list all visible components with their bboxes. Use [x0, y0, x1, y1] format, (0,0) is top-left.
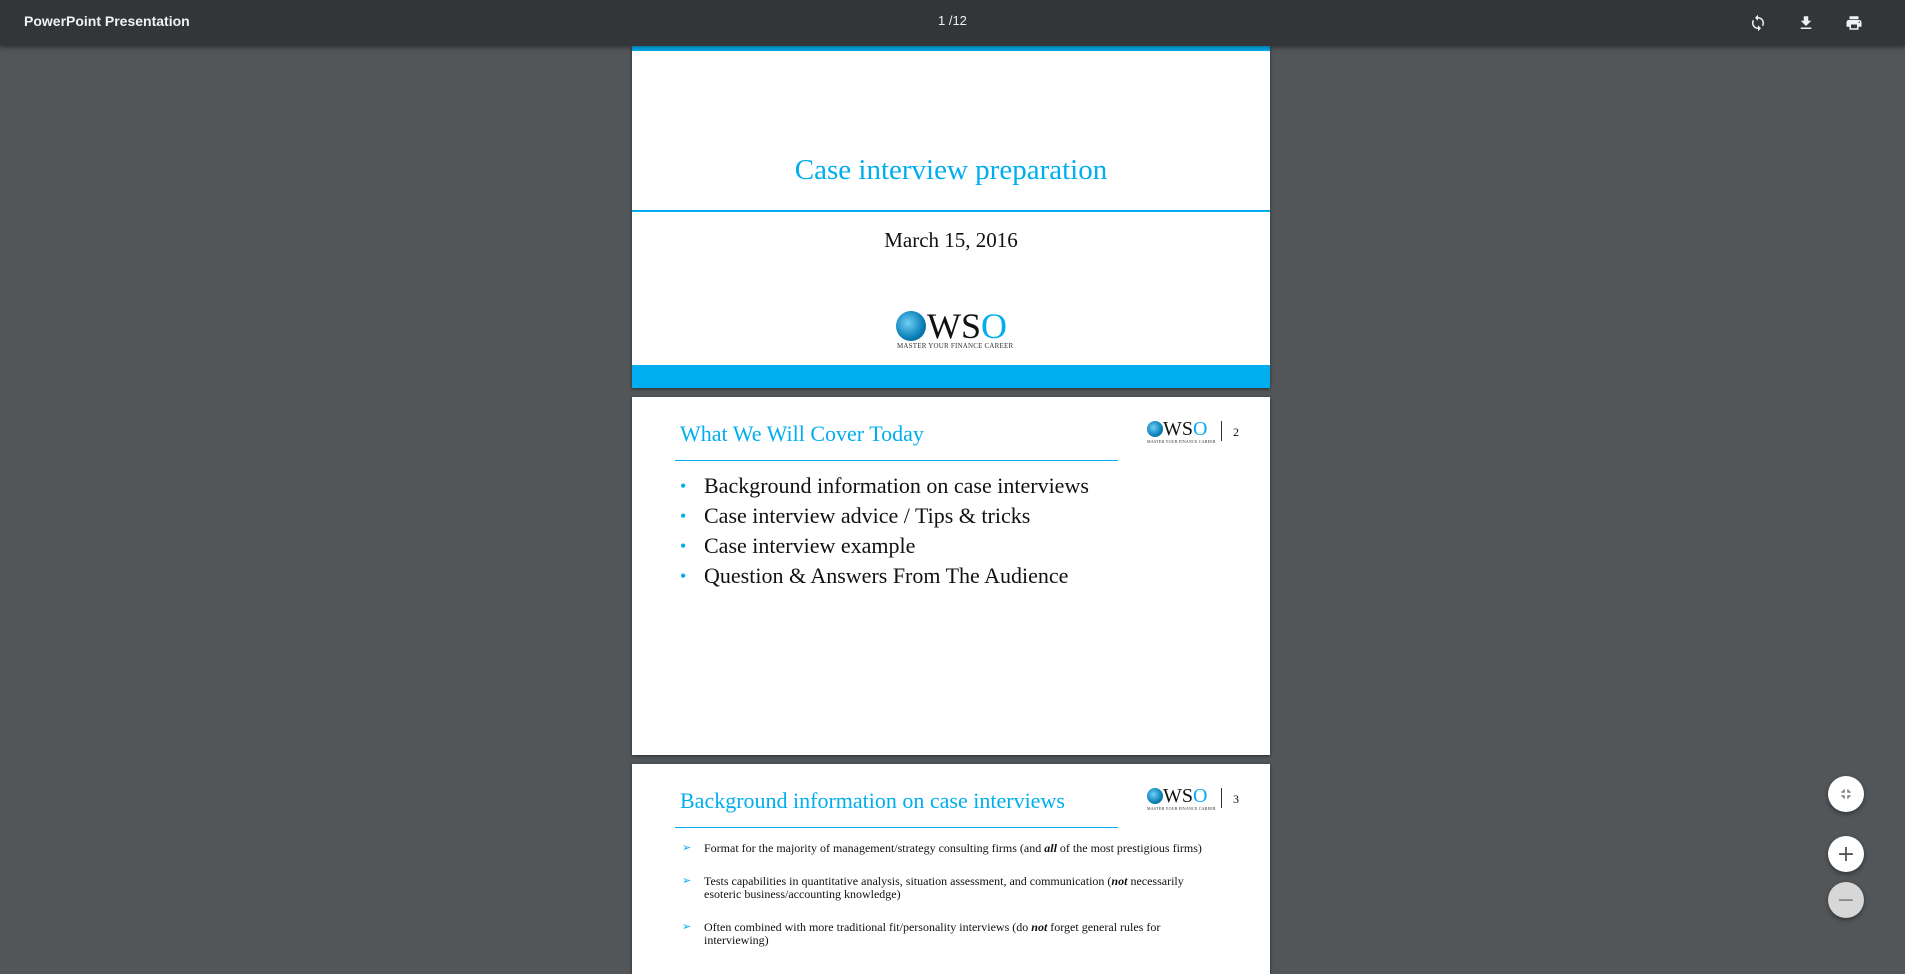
logo-letter-w: W [1163, 785, 1182, 807]
pdf-page-1 [632, 46, 1270, 388]
document-title: PowerPoint Presentation [24, 13, 190, 29]
slide-number: 3 [1233, 792, 1239, 806]
logo-letter-o: O [1193, 785, 1208, 807]
title-underline [675, 827, 1118, 828]
logo-letter-w: W [927, 306, 961, 346]
list-item [682, 921, 1202, 947]
logo-separator [1221, 788, 1222, 808]
print-button[interactable] [1840, 9, 1868, 37]
zoom-out-button[interactable]: − [1828, 882, 1864, 918]
logo-letter-s: S [1181, 418, 1194, 440]
slide-number: 2 [1233, 425, 1239, 439]
slide-title: Background information on case interviews [680, 788, 1065, 813]
list-item [682, 842, 1202, 855]
title-divider [632, 210, 1270, 212]
download-icon [1797, 14, 1815, 32]
item-text: of the most prestigious firms) [1056, 841, 1202, 855]
item-emphasis: not [1031, 920, 1048, 934]
logo-tagline: MASTER YOUR FINANCE CAREER [1147, 806, 1216, 811]
slide-title: What We Will Cover Today [680, 421, 924, 446]
logo-letter-w: W [1163, 418, 1182, 440]
globe-icon [896, 311, 926, 341]
arrow-bullet-icon: ➢ [682, 842, 692, 854]
title-underline [675, 460, 1118, 461]
logo-separator [1221, 421, 1222, 441]
arrow-bullet-icon: ➢ [682, 875, 692, 887]
list-item [682, 875, 1202, 901]
item-text: Format for the majority of management/strategy consulting firms (and [704, 841, 1045, 855]
zoom-in-button[interactable]: + [1828, 836, 1864, 872]
slide-title: Case interview preparation [794, 154, 1108, 186]
pdf-page-3 [632, 764, 1270, 974]
item-emphasis: not [1111, 874, 1128, 888]
item-emphasis: all [1044, 841, 1057, 855]
wso-logo-small [1147, 419, 1216, 444]
viewer-toolbar [0, 0, 1905, 46]
fit-to-page-button[interactable] [1828, 776, 1864, 812]
globe-icon [1147, 421, 1163, 437]
page-indicator[interactable]: 1 /12 [938, 13, 967, 28]
logo-letter-s: S [960, 306, 982, 346]
globe-icon [1147, 788, 1163, 804]
list-item: • Question & Answers From The Audience [680, 561, 1089, 591]
wso-logo [896, 308, 1013, 350]
logo-tagline: MASTER YOUR FINANCE CAREER [1147, 439, 1216, 444]
slide-top-accent-bar [632, 46, 1270, 51]
print-icon [1845, 14, 1863, 32]
arrow-bullet-list [682, 842, 1202, 967]
slide-bottom-accent-bar [632, 365, 1270, 388]
fit-to-page-icon [1838, 786, 1854, 802]
logo-letter-o: O [1193, 418, 1208, 440]
item-text: necessarily esoteric business/accounting knowledge) [704, 874, 1184, 901]
logo-letter-s: S [1181, 785, 1194, 807]
wso-logo-small [1147, 786, 1216, 811]
item-text: Tests capabilities in quantitative analysis, situation assessment, and communication ( [704, 874, 1112, 888]
item-text: forget general rules for interviewing) [704, 920, 1161, 947]
logo-letter-o: O [981, 306, 1008, 346]
item-text: Often combined with more traditional fit/personality interviews (do [704, 920, 1032, 934]
bullet-list [680, 471, 1089, 591]
list-item: • Background information on case interviews [680, 471, 1089, 501]
download-button[interactable] [1792, 9, 1820, 37]
list-item: • Case interview advice / Tips & tricks [680, 501, 1089, 531]
slide-date: March 15, 2016 [884, 228, 1018, 252]
arrow-bullet-icon: ➢ [682, 921, 692, 933]
pdf-page-2 [632, 397, 1270, 755]
logo-tagline: MASTER YOUR FINANCE CAREER [897, 342, 1014, 350]
rotate-button[interactable] [1744, 9, 1772, 37]
rotate-icon [1749, 14, 1767, 32]
list-item: • Case interview example [680, 531, 1089, 561]
